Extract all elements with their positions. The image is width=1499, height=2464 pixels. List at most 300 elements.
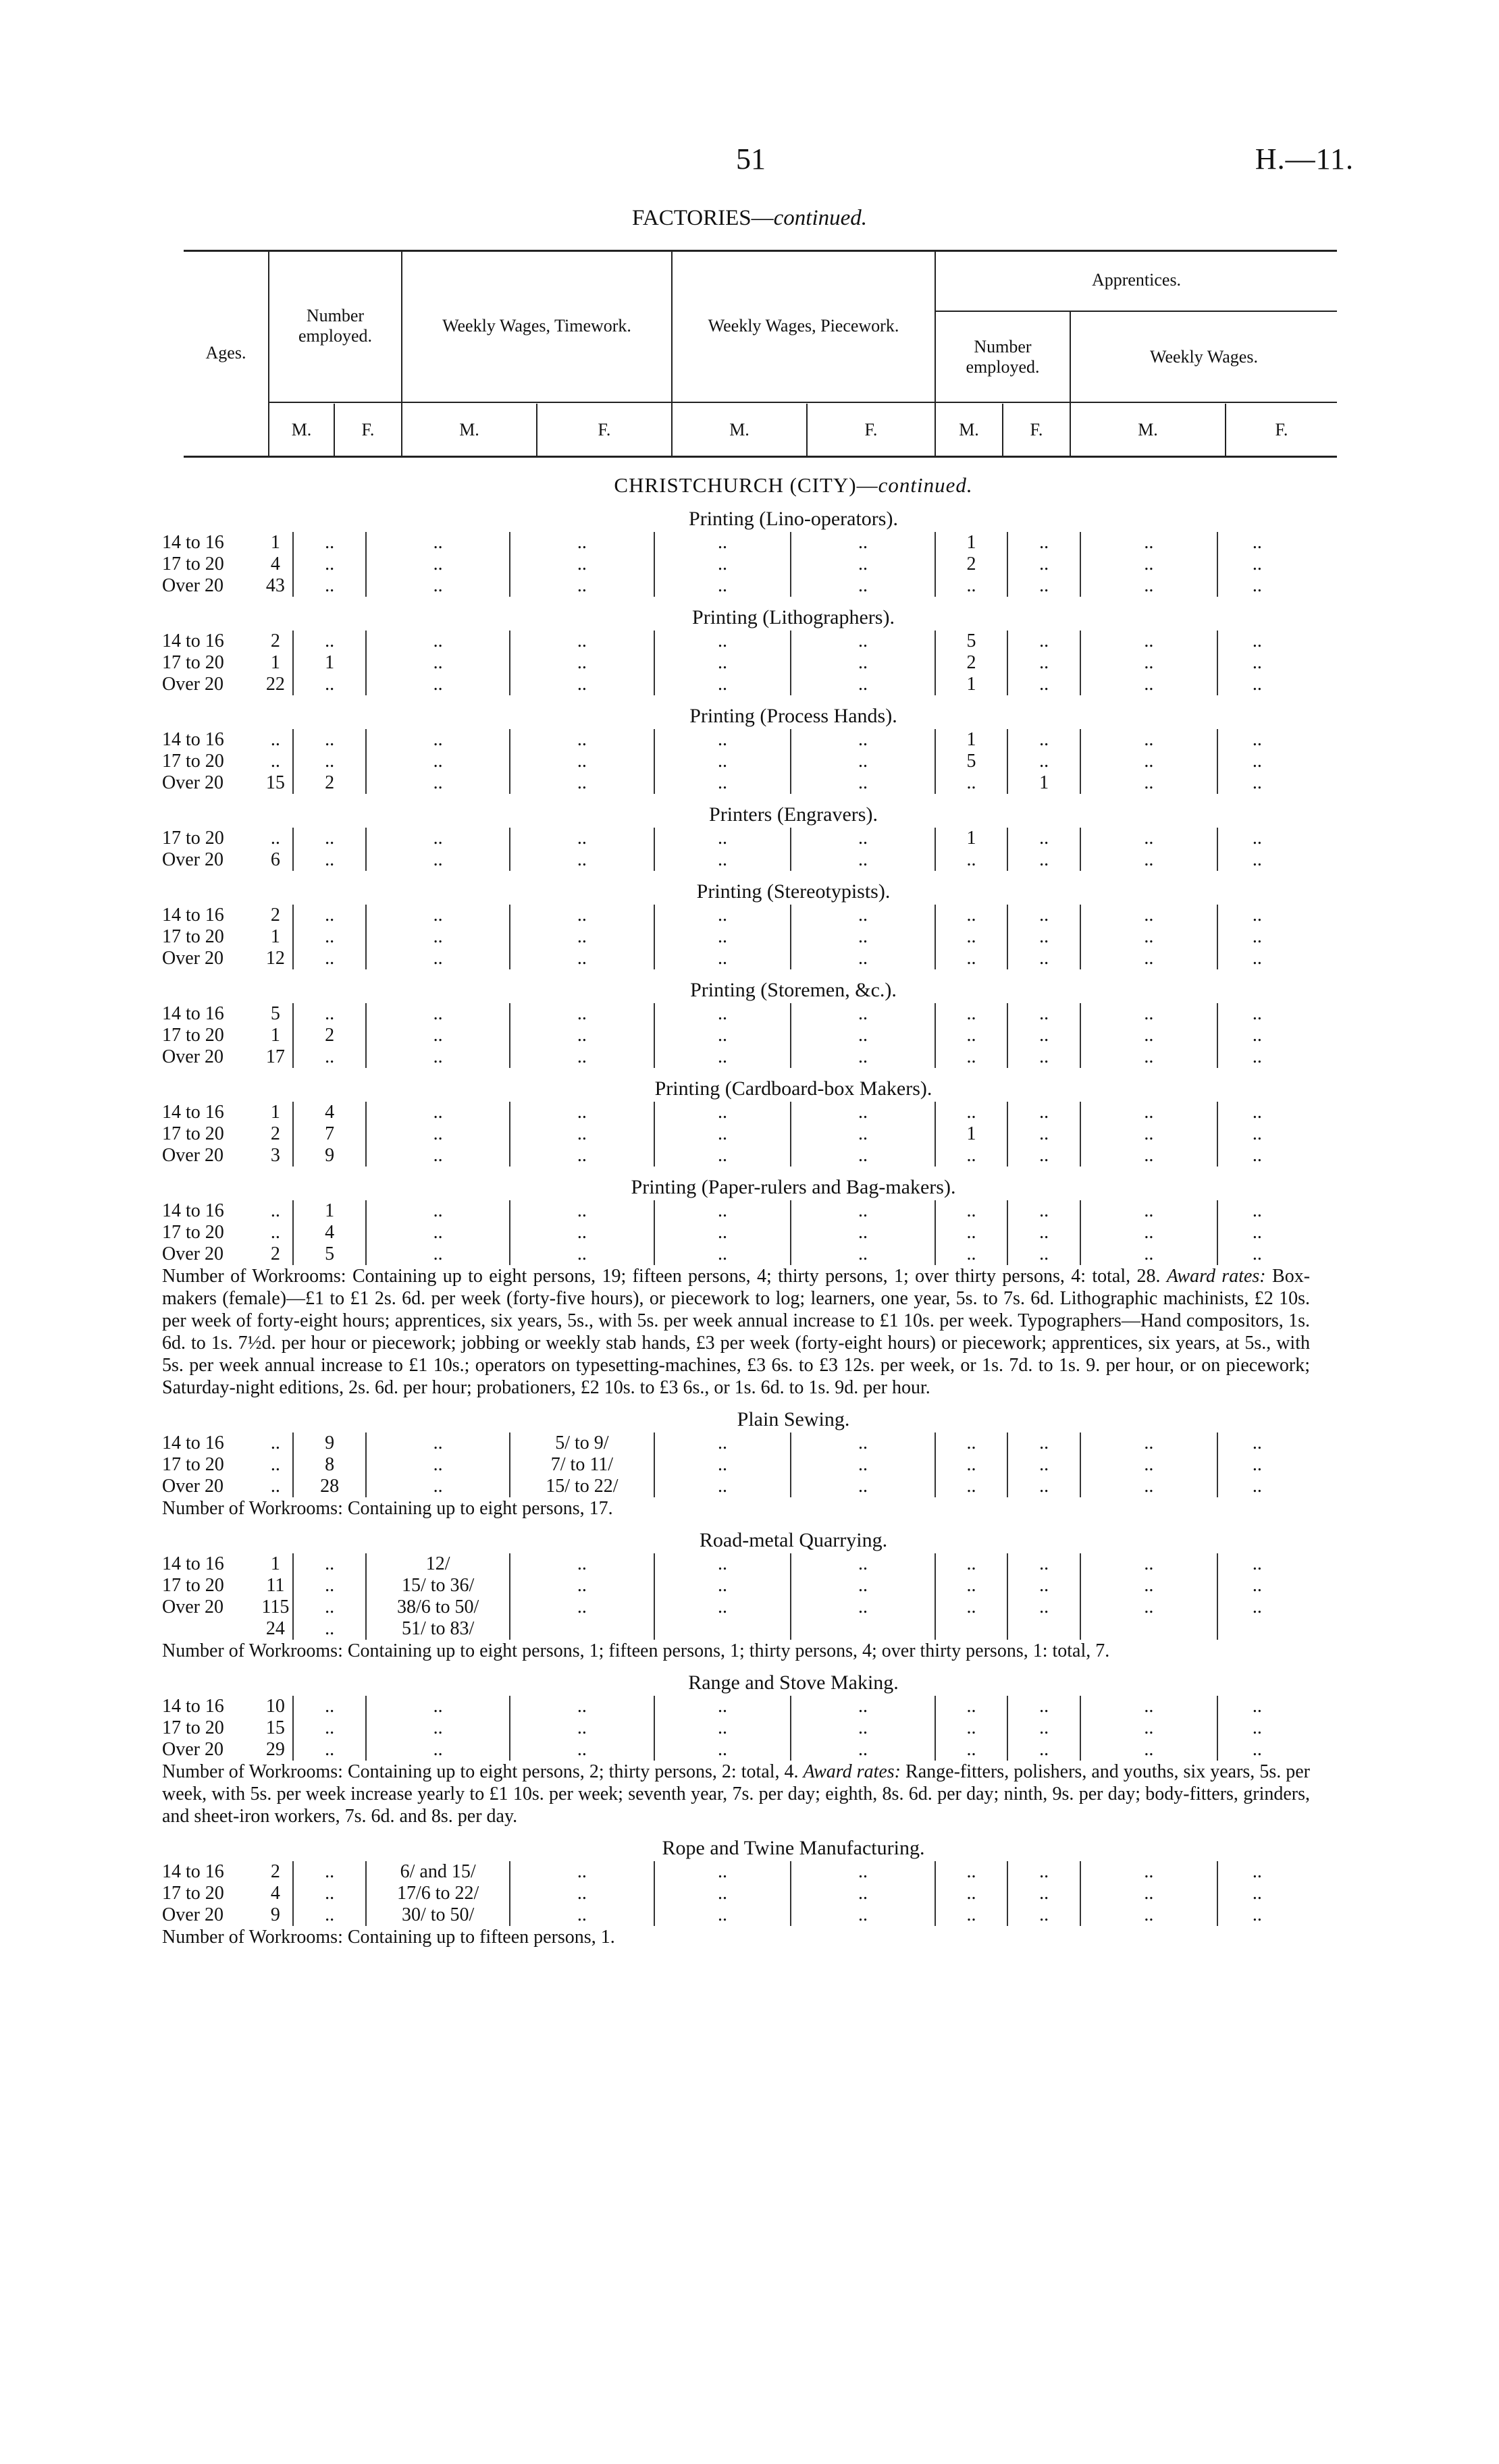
value-cell: 11 <box>266 1575 285 1596</box>
value-cell: .. <box>366 1476 510 1497</box>
age-cell: 14 to 16 <box>162 729 224 750</box>
table-row <box>162 1597 1296 1618</box>
value-cell: .. <box>791 1904 935 1926</box>
value-cell: .. <box>791 828 935 849</box>
section-table <box>162 1003 1296 1068</box>
value-cell: .. <box>510 948 654 969</box>
workrooms-note <box>162 1761 1310 1827</box>
header-apprentices-wages: Weekly Wages. <box>1150 346 1258 367</box>
factory-returns <box>162 473 1337 1948</box>
value-cell: 5 <box>270 1003 280 1024</box>
value-cell: 9 <box>293 1145 366 1167</box>
value-cell: .. <box>1007 1145 1080 1167</box>
value-cell: 1 <box>270 1025 280 1046</box>
value-cell: .. <box>366 1003 510 1025</box>
value-cell: .. <box>791 1476 935 1497</box>
age-cell: 17 to 20 <box>162 1717 224 1738</box>
value-cell: .. <box>791 1432 935 1454</box>
age-cell: Over 20 <box>162 1739 223 1760</box>
value-cell: .. <box>293 1003 366 1025</box>
value-cell: 5 <box>935 631 1008 652</box>
value-cell: .. <box>1007 575 1080 597</box>
value-cell: .. <box>270 1432 280 1453</box>
value-cell: .. <box>654 1553 791 1575</box>
page-number: 51 <box>736 142 766 176</box>
value-cell: .. <box>1080 948 1217 969</box>
age-cell: 17 to 20 <box>162 828 224 849</box>
value-cell: .. <box>510 926 654 948</box>
value-cell: .. <box>270 1222 280 1243</box>
district-title <box>162 473 1337 498</box>
value-cell: .. <box>366 828 510 849</box>
value-cell: .. <box>1080 729 1217 751</box>
value-cell: .. <box>366 1696 510 1717</box>
value-cell: .. <box>510 729 654 751</box>
value-cell: .. <box>1007 1575 1080 1597</box>
section-table <box>162 631 1296 695</box>
age-cell: 17 to 20 <box>162 1575 224 1596</box>
value-cell <box>935 1618 1008 1640</box>
value-cell: .. <box>1217 631 1296 652</box>
value-cell: .. <box>1217 1102 1296 1123</box>
value-cell: 4 <box>270 554 280 574</box>
value-cell: .. <box>366 1222 510 1243</box>
value-cell: .. <box>1007 1696 1080 1717</box>
value-cell: .. <box>1007 554 1080 575</box>
value-cell: .. <box>366 1717 510 1739</box>
value-cell: .. <box>654 1102 791 1123</box>
value-cell: .. <box>510 1553 654 1575</box>
header-f: F. <box>598 419 611 439</box>
value-cell: 5 <box>293 1243 366 1265</box>
title-continued: continued. <box>773 206 868 230</box>
value-cell: .. <box>791 1883 935 1904</box>
value-cell: .. <box>366 1123 510 1145</box>
value-cell: .. <box>1080 652 1217 674</box>
value-cell: .. <box>791 1454 935 1476</box>
value-cell: .. <box>654 532 791 554</box>
value-cell: .. <box>293 1696 366 1717</box>
section-table <box>162 1102 1296 1167</box>
value-cell: .. <box>654 1003 791 1025</box>
value-cell: .. <box>1217 1883 1296 1904</box>
column-header <box>184 250 1337 459</box>
section-title: Plain Sewing. <box>737 1408 850 1430</box>
value-cell: 1 <box>935 532 1008 554</box>
value-cell: .. <box>510 1696 654 1717</box>
value-cell: 7/ to 11/ <box>510 1454 654 1476</box>
value-cell: .. <box>1217 1476 1296 1497</box>
value-cell: .. <box>366 1046 510 1068</box>
value-cell: .. <box>1080 1102 1217 1123</box>
value-cell: 4 <box>293 1222 366 1243</box>
value-cell: .. <box>791 1553 935 1575</box>
value-cell: .. <box>935 1739 1008 1761</box>
section-title: Rope and Twine Manufacturing. <box>662 1837 925 1859</box>
value-cell: .. <box>510 849 654 871</box>
value-cell: .. <box>1080 1597 1217 1618</box>
value-cell: .. <box>654 926 791 948</box>
table-row <box>162 1145 1296 1167</box>
value-cell: .. <box>1007 1432 1080 1454</box>
value-cell: 1 <box>935 729 1008 751</box>
section-title: Printing (Storemen, &c.). <box>690 979 897 1001</box>
value-cell: 30/ to 50/ <box>366 1904 510 1926</box>
value-cell: .. <box>293 631 366 652</box>
value-cell: .. <box>791 674 935 695</box>
value-cell: .. <box>1080 1145 1217 1167</box>
value-cell: 1 <box>293 652 366 674</box>
age-cell: 17 to 20 <box>162 751 224 772</box>
section-title: Printing (Stereotypists). <box>696 880 891 903</box>
header-ages: Ages. <box>205 342 246 363</box>
header-m: M. <box>959 419 979 439</box>
value-cell: .. <box>1217 1243 1296 1265</box>
header-apprentices-number: Number employed. <box>966 336 1040 377</box>
value-cell: .. <box>270 1200 280 1221</box>
value-cell: .. <box>1217 1575 1296 1597</box>
value-cell: .. <box>654 948 791 969</box>
workrooms-note <box>162 1640 1310 1662</box>
table-row <box>162 926 1296 948</box>
value-cell: .. <box>1007 729 1080 751</box>
value-cell <box>1217 1618 1296 1640</box>
value-cell: .. <box>935 1575 1008 1597</box>
table-row <box>162 1739 1296 1761</box>
value-cell: .. <box>366 772 510 794</box>
value-cell: .. <box>1080 1454 1217 1476</box>
value-cell: .. <box>1007 1904 1080 1926</box>
value-cell: .. <box>270 828 280 849</box>
header-f: F. <box>1275 419 1288 439</box>
value-cell: 12/ <box>366 1553 510 1575</box>
table-row <box>162 828 1296 849</box>
value-cell: .. <box>654 674 791 695</box>
age-cell: 17 to 20 <box>162 1222 224 1243</box>
age-cell: 14 to 16 <box>162 905 224 926</box>
value-cell: .. <box>1217 849 1296 871</box>
section-table <box>162 1696 1296 1761</box>
value-cell: .. <box>654 575 791 597</box>
value-cell: 1 <box>1007 772 1080 794</box>
section-title: Printing (Process Hands). <box>689 705 897 727</box>
value-cell: .. <box>510 575 654 597</box>
value-cell: .. <box>366 554 510 575</box>
value-cell: .. <box>1007 1597 1080 1618</box>
value-cell: .. <box>1080 1200 1217 1222</box>
value-cell: .. <box>1217 772 1296 794</box>
value-cell: .. <box>293 1861 366 1883</box>
value-cell: .. <box>654 1432 791 1454</box>
value-cell: .. <box>935 1003 1008 1025</box>
value-cell: .. <box>654 828 791 849</box>
value-cell: 2 <box>293 1025 366 1046</box>
workrooms-note <box>162 1265 1310 1399</box>
value-cell: .. <box>935 849 1008 871</box>
table-row <box>162 751 1296 772</box>
value-cell: 5/ to 9/ <box>510 1432 654 1454</box>
award-rates-label: Award rates: <box>1166 1266 1266 1287</box>
age-cell: Over 20 <box>162 948 223 969</box>
value-cell: .. <box>654 1575 791 1597</box>
value-cell: 4 <box>270 1883 280 1904</box>
header-wages-piecework: Weekly Wages, Piecework. <box>708 315 899 336</box>
value-cell: .. <box>366 1454 510 1476</box>
section-title: Printing (Paper-rulers and Bag-makers). <box>631 1176 956 1198</box>
value-cell: .. <box>1007 1025 1080 1046</box>
value-cell: .. <box>935 1222 1008 1243</box>
table-row <box>162 1200 1296 1222</box>
value-cell: .. <box>791 772 935 794</box>
value-cell: .. <box>1080 1883 1217 1904</box>
value-cell: 38/6 to 50/ <box>366 1597 510 1618</box>
age-cell: 14 to 16 <box>162 1696 224 1717</box>
value-cell: .. <box>1217 1003 1296 1025</box>
value-cell: 6/ and 15/ <box>366 1861 510 1883</box>
age-cell: 14 to 16 <box>162 1553 224 1574</box>
value-cell: .. <box>293 751 366 772</box>
value-cell: .. <box>1080 905 1217 926</box>
value-cell: .. <box>1217 674 1296 695</box>
value-cell: .. <box>1080 674 1217 695</box>
value-cell: 8 <box>293 1454 366 1476</box>
value-cell: .. <box>1007 1454 1080 1476</box>
age-cell: Over 20 <box>162 772 223 793</box>
value-cell: 24 <box>265 1618 285 1639</box>
award-rates-text: Range-fitters, polishers, and youths, six years, 5s. per week, with 5s. per week increase yearly to £1 10s. per week; seventh year, 7s. per day; eighth, 8s. 6d. per day; ninth, 9s. per day; body-fitters, grinders, and sheet-iron workers, 7s. 6d. and 8s. per day. <box>162 1761 1310 1827</box>
value-cell: .. <box>1007 1476 1080 1497</box>
value-cell: .. <box>1080 1476 1217 1497</box>
value-cell: .. <box>935 1696 1008 1717</box>
header-wages-timework: Weekly Wages, Timework. <box>442 315 631 336</box>
value-cell: .. <box>510 751 654 772</box>
value-cell: .. <box>791 729 935 751</box>
value-cell: .. <box>654 1046 791 1068</box>
age-cell <box>162 1618 259 1640</box>
value-cell: .. <box>654 751 791 772</box>
workrooms-note <box>162 1926 1310 1948</box>
header-apprentices: Apprentices. <box>1091 270 1182 290</box>
value-cell: .. <box>1217 652 1296 674</box>
value-cell: .. <box>935 1904 1008 1926</box>
table-row <box>162 1046 1296 1068</box>
value-cell: 15 <box>265 772 285 793</box>
value-cell: .. <box>1007 849 1080 871</box>
table-row <box>162 849 1296 871</box>
age-cell: 17 to 20 <box>162 1025 224 1046</box>
value-cell: .. <box>1080 926 1217 948</box>
value-cell: .. <box>1217 948 1296 969</box>
value-cell: 1 <box>270 1102 280 1123</box>
value-cell: .. <box>1217 1696 1296 1717</box>
value-cell: .. <box>1217 575 1296 597</box>
district-continued: continued. <box>878 473 973 497</box>
value-cell: .. <box>1007 1102 1080 1123</box>
value-cell: .. <box>791 1145 935 1167</box>
value-cell: .. <box>1217 1454 1296 1476</box>
value-cell: .. <box>293 575 366 597</box>
value-cell: 22 <box>265 674 285 695</box>
value-cell: 17 <box>265 1046 285 1067</box>
value-cell: .. <box>1007 1046 1080 1068</box>
value-cell: 1 <box>270 652 280 673</box>
value-cell: .. <box>366 849 510 871</box>
header-m: M. <box>291 419 312 439</box>
value-cell: .. <box>1217 1904 1296 1926</box>
section-title: Printing (Lino-operators). <box>689 508 898 530</box>
value-cell: .. <box>293 554 366 575</box>
note-text: Number of Workrooms: Containing up to fifteen persons, 1. <box>162 1927 615 1948</box>
table-row <box>162 1696 1296 1717</box>
value-cell: .. <box>935 948 1008 969</box>
value-cell: .. <box>935 1432 1008 1454</box>
table-row <box>162 631 1296 652</box>
age-cell: Over 20 <box>162 1597 223 1617</box>
value-cell: .. <box>654 1597 791 1618</box>
value-cell: .. <box>270 1476 280 1497</box>
value-cell: .. <box>293 948 366 969</box>
value-cell: .. <box>510 631 654 652</box>
section-table <box>162 1200 1296 1265</box>
value-cell: .. <box>1217 1025 1296 1046</box>
award-rates-label: Award rates: <box>803 1761 901 1782</box>
value-cell: .. <box>791 1739 935 1761</box>
value-cell: .. <box>293 849 366 871</box>
value-cell: .. <box>935 575 1008 597</box>
value-cell: .. <box>366 674 510 695</box>
value-cell: .. <box>510 772 654 794</box>
value-cell: .. <box>935 1046 1008 1068</box>
value-cell: .. <box>1007 1222 1080 1243</box>
value-cell: .. <box>654 1696 791 1717</box>
table-row <box>162 1123 1296 1145</box>
age-cell: 17 to 20 <box>162 1454 224 1475</box>
value-cell <box>791 1618 935 1640</box>
header-f: F. <box>1030 419 1043 439</box>
value-cell: .. <box>293 1618 366 1640</box>
section-title: Printers (Engravers). <box>709 803 878 826</box>
value-cell: .. <box>791 1717 935 1739</box>
value-cell: .. <box>935 1553 1008 1575</box>
value-cell: .. <box>1080 1904 1217 1926</box>
table-row <box>162 1432 1296 1454</box>
value-cell: 3 <box>270 1145 280 1166</box>
value-cell: 2 <box>270 905 280 926</box>
value-cell: .. <box>1007 1003 1080 1025</box>
value-cell: .. <box>654 631 791 652</box>
value-cell: 15 <box>265 1717 285 1738</box>
value-cell: .. <box>1217 1145 1296 1167</box>
value-cell: .. <box>510 1243 654 1265</box>
table-row <box>162 532 1296 554</box>
table-row <box>162 1861 1296 1883</box>
table-row <box>162 1222 1296 1243</box>
value-cell: .. <box>935 1476 1008 1497</box>
value-cell: .. <box>1217 1200 1296 1222</box>
table-row <box>162 948 1296 969</box>
value-cell: .. <box>654 652 791 674</box>
value-cell: 2 <box>293 772 366 794</box>
value-cell: .. <box>791 1025 935 1046</box>
value-cell: .. <box>293 1717 366 1739</box>
value-cell: .. <box>1007 751 1080 772</box>
value-cell: .. <box>510 554 654 575</box>
value-cell: .. <box>510 1883 654 1904</box>
value-cell: .. <box>366 575 510 597</box>
value-cell: .. <box>654 1739 791 1761</box>
age-cell: 14 to 16 <box>162 1200 224 1221</box>
value-cell: .. <box>293 532 366 554</box>
value-cell: .. <box>791 1123 935 1145</box>
value-cell: .. <box>366 1145 510 1167</box>
value-cell: 1 <box>935 674 1008 695</box>
value-cell: .. <box>1080 1575 1217 1597</box>
age-cell: 14 to 16 <box>162 631 224 651</box>
age-cell: 17 to 20 <box>162 1123 224 1144</box>
header-f: F. <box>864 419 878 439</box>
value-cell: .. <box>1217 532 1296 554</box>
value-cell: .. <box>366 926 510 948</box>
header-bottom-rule <box>184 456 1337 458</box>
value-cell: 2 <box>935 652 1008 674</box>
value-cell: .. <box>293 1046 366 1068</box>
value-cell: .. <box>366 1432 510 1454</box>
value-cell: 2 <box>270 1123 280 1144</box>
value-cell: .. <box>1007 652 1080 674</box>
age-cell: Over 20 <box>162 1046 223 1067</box>
value-cell <box>1007 1618 1080 1640</box>
value-cell: .. <box>654 1454 791 1476</box>
value-cell: 10 <box>265 1696 285 1717</box>
value-cell: .. <box>1007 1739 1080 1761</box>
value-cell: .. <box>791 905 935 926</box>
age-cell: 14 to 16 <box>162 532 224 553</box>
value-cell: .. <box>1007 1717 1080 1739</box>
value-cell: .. <box>654 1025 791 1046</box>
age-cell: Over 20 <box>162 1476 223 1497</box>
value-cell: 15/ to 22/ <box>510 1476 654 1497</box>
value-cell: .. <box>366 1739 510 1761</box>
age-cell: Over 20 <box>162 575 223 596</box>
value-cell: .. <box>510 1575 654 1597</box>
table-row <box>162 674 1296 695</box>
value-cell: .. <box>510 905 654 926</box>
value-cell: .. <box>366 631 510 652</box>
value-cell: .. <box>791 1243 935 1265</box>
section-title: Range and Stove Making. <box>688 1671 899 1694</box>
value-cell: .. <box>366 652 510 674</box>
note-text: Number of Workrooms: Containing up to eight persons, 17. <box>162 1498 613 1519</box>
age-cell: 14 to 16 <box>162 1432 224 1453</box>
value-cell: 2 <box>270 631 280 651</box>
value-cell: .. <box>935 905 1008 926</box>
table-row <box>162 554 1296 575</box>
age-cell: Over 20 <box>162 1243 223 1264</box>
value-cell: .. <box>293 1597 366 1618</box>
value-cell: .. <box>1080 1003 1217 1025</box>
value-cell: .. <box>270 1454 280 1475</box>
value-cell: .. <box>366 1243 510 1265</box>
value-cell: .. <box>1007 532 1080 554</box>
value-cell: .. <box>293 926 366 948</box>
value-cell: .. <box>510 1739 654 1761</box>
value-cell: .. <box>1217 1553 1296 1575</box>
value-cell: .. <box>366 1102 510 1123</box>
value-cell: 28 <box>293 1476 366 1497</box>
value-cell: .. <box>654 729 791 751</box>
value-cell: .. <box>1217 1739 1296 1761</box>
value-cell: .. <box>791 1597 935 1618</box>
